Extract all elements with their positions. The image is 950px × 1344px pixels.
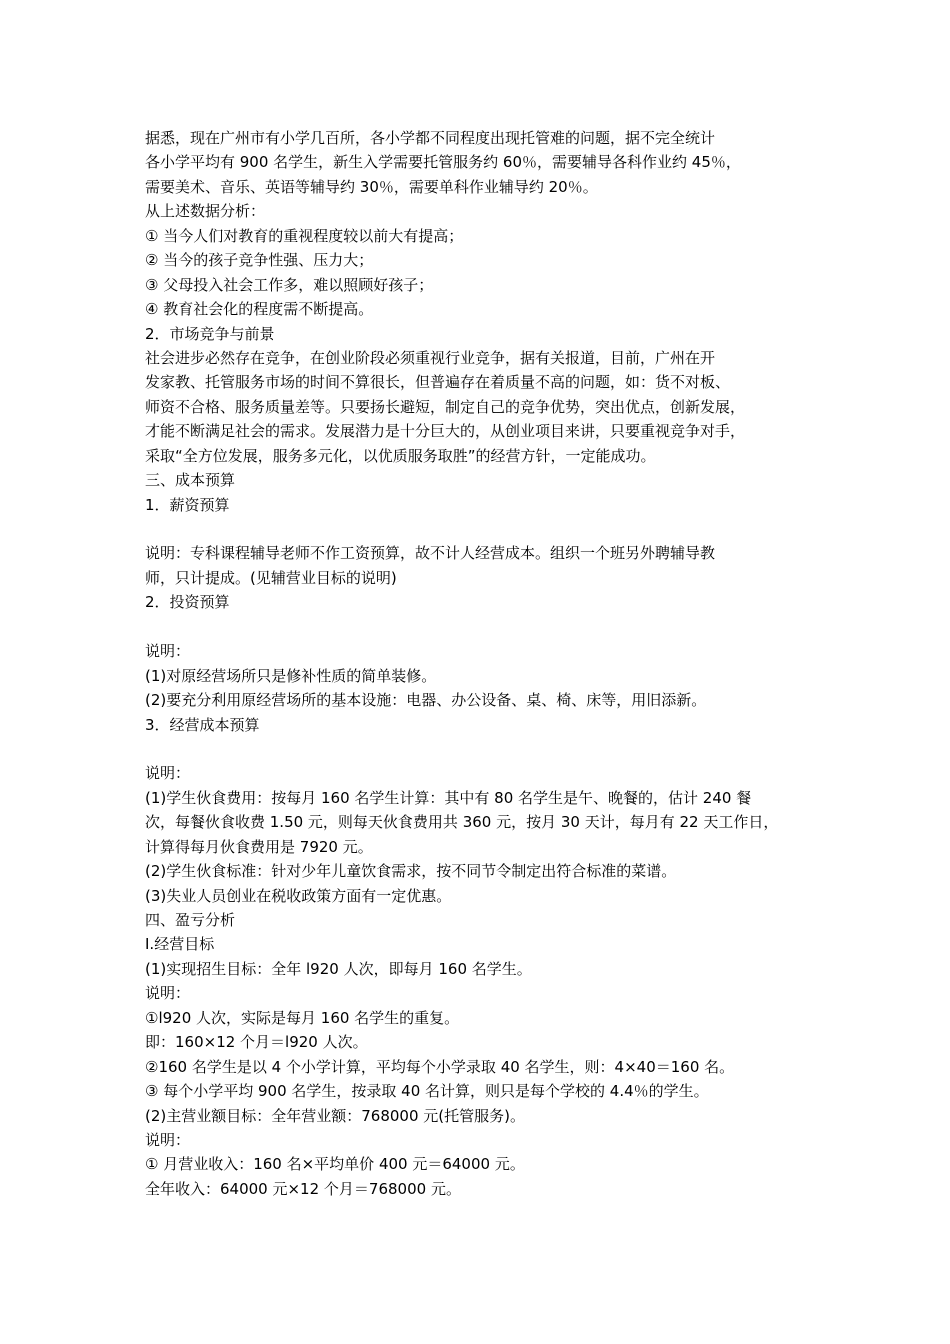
text-line: 说明：: [145, 1130, 191, 1149]
text-line: (1)对原经营场所只是修补性质的简单装修。: [145, 666, 437, 685]
text-line: (2)要充分利用原经营场所的基本设施：电器、办公设备、桌、椅、床等，用旧添新。: [145, 691, 707, 710]
text-line: ②160 名学生是以 4 个小学计算，平均每个小学录取 40 名学生，则：4×40＝160 名。: [145, 1057, 735, 1076]
text-line: 1．薪资预算: [145, 495, 230, 514]
text-line: (2)学生伙食标准：针对少年儿童饮食需求，按不同节令制定出符合标准的菜谱。: [145, 862, 677, 881]
text-line: 才能不断满足社会的需求。发展潜力是十分巨大的，从创业项目来讲，只要重视竞争对手，: [145, 422, 746, 441]
blank-line: [145, 517, 825, 541]
text-line: 说明：: [145, 764, 191, 783]
text-line: 2．市场竞争与前景: [145, 324, 275, 343]
text-line: 说明：: [145, 642, 191, 661]
text-line: 采取“全方位发展，服务多元化，以优质服务取胜”的经营方针，一定能成功。: [145, 446, 656, 465]
text-line: (1)学生伙食费用：按每月 160 名学生计算：其中有 80 名学生是午、晚餐的，估计 240 餐: [145, 788, 752, 807]
text-line: ① 月营业收入：160 名×平均单价 400 元＝64000 元。: [145, 1155, 525, 1174]
text-line: (1)实现招生目标：全年 l920 人次，即每月 160 名学生。: [145, 959, 532, 978]
text-line: 从上述数据分析：: [145, 202, 266, 221]
text-line: (3)失业人员创业在税收政策方面有一定优惠。: [145, 886, 452, 905]
document-body: [145, 126, 825, 1201]
blank-line: [145, 737, 825, 761]
blank-line: [145, 615, 825, 639]
text-line: ① 当今人们对教育的重视程度较以前大有提高；: [145, 226, 464, 245]
text-line: 说明：专科课程辅导老师不作工资预算，故不计人经营成本。组织一个班另外聘辅导教: [145, 544, 716, 563]
text-line: 全年收入：64000 元×12 个月＝768000 元。: [145, 1179, 461, 1198]
text-line: 据悉，现在广州市有小学几百所，各小学都不同程度出现托管难的问题，据不完全统计: [145, 129, 716, 147]
text-line: 即：160×12 个月＝l920 人次。: [145, 1033, 368, 1052]
text-line: ④ 教育社会化的程度需不断提高。: [145, 300, 374, 319]
text-line: 社会进步必然存在竞争，在创业阶段必须重视行业竞争，据有关报道，目前，广州在开: [145, 348, 716, 367]
text-line: 四、盈亏分析: [145, 911, 236, 929]
text-line: 说明：: [145, 984, 191, 1003]
text-line: 需要美术、音乐、英语等辅导约 30％，需要单科作业辅导约 20％。: [145, 177, 598, 196]
text-line: 3．经营成本预算: [145, 715, 260, 734]
text-line: 次，每餐伙食收费 1.50 元，则每天伙食费用共 360 元，按月 30 天计，每月有 22 天工作日，: [145, 813, 779, 832]
text-line: I.经营目标: [145, 935, 215, 954]
text-line: 师，只计提成。(见辅营业目标的说明): [145, 568, 397, 587]
text-line: 计算得每月伙食费用是 7920 元。: [145, 837, 373, 856]
text-line: ③ 每个小学平均 900 名学生，按录取 40 名计算，则只是每个学校的 4.4％的学生。: [145, 1082, 709, 1101]
text-line: ③ 父母投入社会工作多，难以照顾好孩子；: [145, 275, 434, 294]
text-line: 师资不合格、服务质量差等。只要扬长避短，制定自己的竞争优势，突出优点，创新发展，: [145, 397, 746, 416]
text-line: (2)主营业额目标：全年营业额：768000 元(托管服务)。: [145, 1106, 525, 1125]
text-line: 各小学平均有 900 名学生，新生入学需要托管服务约 60％，需要辅导各科作业约 45％，: [145, 153, 741, 172]
text-line: ② 当今的孩子竞争性强、压力大；: [145, 251, 374, 270]
text-line: 发家教、托管服务市场的时间不算很长，但普遍存在着质量不高的问题，如：货不对板、: [145, 373, 731, 392]
text-line: ①l920 人次，实际是每月 160 名学生的重复。: [145, 1008, 460, 1027]
text-line: 三、成本预算: [145, 471, 236, 490]
text-line: 2．投资预算: [145, 593, 230, 612]
